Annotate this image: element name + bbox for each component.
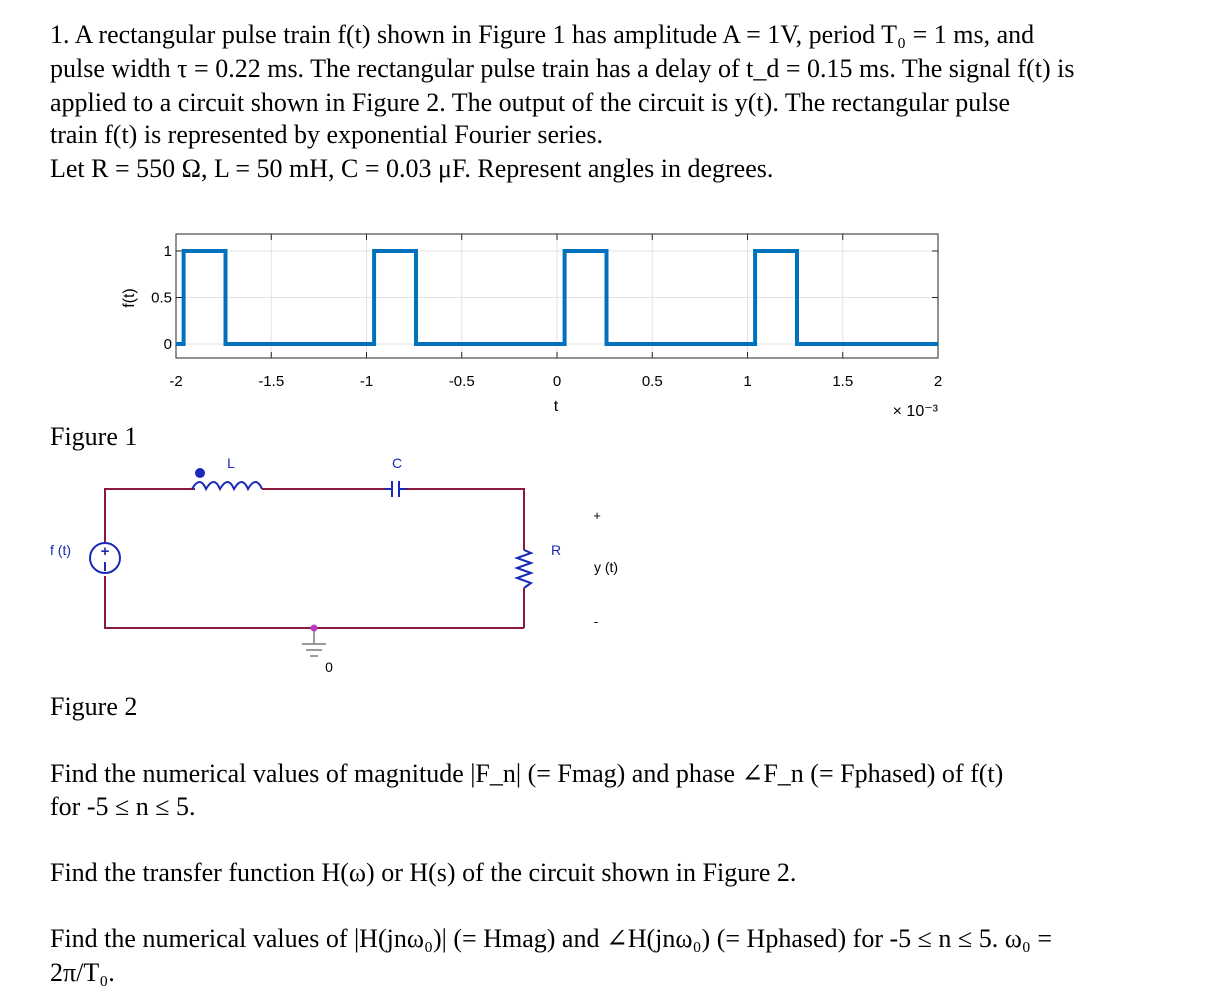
wire-top-left <box>105 489 195 550</box>
wire-bottom <box>105 576 524 628</box>
output-minus: - <box>593 614 599 629</box>
question-1-line-2: for -5 ≤ n ≤ 5. <box>50 792 196 821</box>
figure1-caption: Figure 1 <box>50 422 138 451</box>
output-label: y (t) <box>593 559 619 575</box>
problem-line-4: train f(t) is represented by exponential Fourier series. <box>50 120 604 149</box>
y-tick-label: 0.5 <box>151 289 172 307</box>
figure1-plot <box>0 0 1219 430</box>
figure2-circuit <box>0 440 1219 700</box>
x-tick-label: -0.5 <box>448 373 475 390</box>
resistor-label: R <box>551 542 562 558</box>
x-tick-label: 2 <box>933 373 943 390</box>
problem-line-2: pulse width τ = 0.22 ms. The rectangular pulse train has a delay of t_d = 0.15 ms. The signal f(t) is <box>50 54 1075 83</box>
problem-line-1: 1. A rectangular pulse train f(t) shown in Figure 1 has amplitude A = 1V, period T₀ = 1 ms, and <box>50 20 1035 49</box>
question-2: Find the transfer function H(ω) or H(s) of the circuit shown in Figure 2. <box>50 858 797 887</box>
source-label: f (t) <box>50 542 71 558</box>
question-3-line-1: Find the numerical values of |H(jnω₀)| (= Hmag) and ∠H(jnω₀) (= Hphased) for -5 ≤ n ≤ 5. ω₀ = <box>50 924 1053 953</box>
problem-line-3: applied to a circuit shown in Figure 2. The output of the circuit is y(t). The rectangular pulse <box>50 88 1011 117</box>
wire-top-right <box>407 489 524 550</box>
ytick-labels <box>151 243 172 353</box>
ground-label: 0 <box>325 659 333 675</box>
x-tick-label: 0 <box>552 373 562 390</box>
x-tick-label: 0.5 <box>641 373 663 390</box>
x-tick-label: -1.5 <box>258 373 285 390</box>
problem-line-5: Let R = 550 Ω, L = 50 mH, C = 0.03 μF. Represent angles in degrees. <box>50 154 774 183</box>
question-1-line-1: Find the numerical values of magnitude |F_n| (= Fmag) and phase ∠F_n (= Fphased) of f(t) <box>50 759 1004 788</box>
y-tick-label: 0 <box>163 336 172 353</box>
x-tick-label: -1 <box>359 373 374 390</box>
xtick-labels <box>169 373 942 390</box>
inductor-label: L <box>227 455 235 471</box>
ground-symbol <box>302 625 326 657</box>
x-axis-label: t <box>553 398 559 415</box>
figure2-caption: Figure 2 <box>50 692 138 721</box>
inductor <box>192 468 262 489</box>
x-tick-label: 1.5 <box>832 373 854 390</box>
capacitor-label: C <box>391 455 403 471</box>
y-tick-label: 1 <box>163 243 172 260</box>
x-tick-label: -2 <box>169 373 183 390</box>
capacitor <box>385 481 407 497</box>
voltage-source <box>90 543 120 573</box>
y-axis-label: f(t) <box>121 288 138 308</box>
plot-grid <box>176 234 938 358</box>
resistor <box>517 550 531 588</box>
x-axis-multiplier: × 10⁻³ <box>892 403 938 420</box>
x-tick-label: 1 <box>743 373 752 390</box>
svg-text:+: + <box>100 543 110 560</box>
output-plus: + <box>593 508 601 523</box>
question-3-line-2: 2π/T₀. <box>50 958 115 987</box>
